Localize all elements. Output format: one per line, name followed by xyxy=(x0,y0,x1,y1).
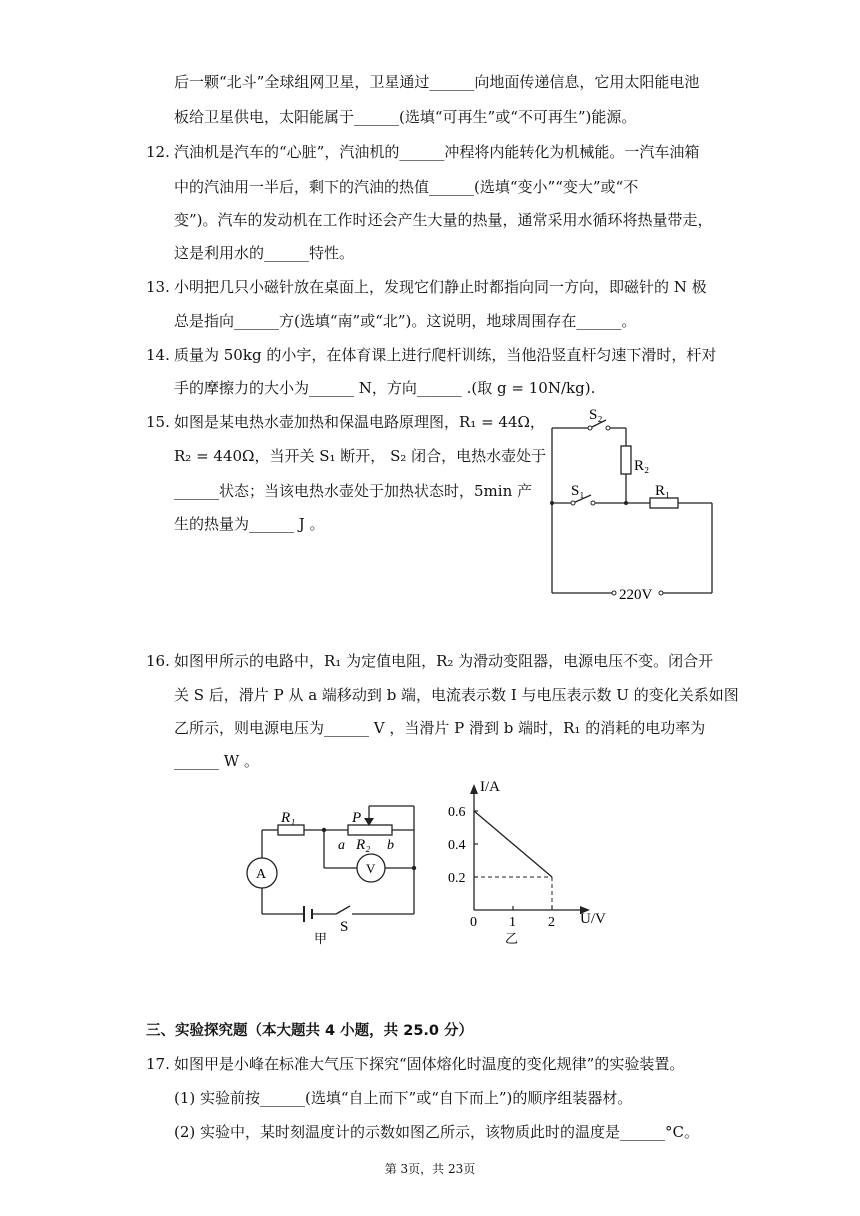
q15-line-3: ______状态；当该电热水壶处于加热状态时，5min 产 xyxy=(174,482,532,500)
q15-line-1: 如图是某电热水壶加热和保温电路原理图，R₁ = 44Ω， xyxy=(174,413,545,431)
x-axis-label: U/V xyxy=(580,911,606,927)
q15-number: 15. xyxy=(146,413,170,431)
rheostat-circuit-diagram xyxy=(240,778,430,950)
a-label: a xyxy=(338,838,345,853)
voltage-label: 220V xyxy=(619,587,653,603)
graph-caption: 乙 xyxy=(505,931,519,946)
r1-label: R₁ xyxy=(281,810,296,826)
q16-line-1: 如图甲所示的电路中，R₁ 为定值电阻，R₂ 为滑动变阻器，电源电压不变。闭合开 xyxy=(174,652,714,670)
q14-number: 14. xyxy=(146,346,170,364)
kettle-circuit-diagram xyxy=(540,407,725,604)
q12-line-4: 这是利用水的______特性。 xyxy=(174,244,355,262)
s2-label: S₂ xyxy=(589,407,603,423)
q12-line-1: 汽油机是汽车的“心脏”，汽油机的______冲程将内能转化为机械能。一汽车油箱 xyxy=(174,143,700,161)
q15-line-2: R₂ = 440Ω，当开关 S₁ 断开， S₂ 闭合，电热水壶处于 xyxy=(174,447,547,465)
q14-line-1: 质量为 50kg 的小宇，在体育课上进行爬杆训练，当他沿竖直杆匀速下滑时，杆对 xyxy=(174,346,717,364)
q13-number: 13. xyxy=(146,278,170,296)
q17-line-1: 如图甲是小峰在标准大气压下探究“固体熔化时温度的变化规律”的实验装置。 xyxy=(174,1055,685,1073)
q16-line-3: 乙所示，则电源电压为______ V ，当滑片 P 滑到 b 端时，R₁ 的消耗的电功率为 xyxy=(174,719,706,737)
q13-line-2: 总是指向______方(选填“南”或“北”)。这说明，地球周围存在______。 xyxy=(174,312,637,330)
x-tick-label: 2 xyxy=(548,915,555,930)
r2-label: R₂ xyxy=(634,458,650,474)
page-footer: 第 3页，共 23页 xyxy=(384,1162,476,1176)
q16-line-4: ______ W 。 xyxy=(174,752,259,770)
q17-line-3: (2) 实验中，某时刻温度计的示数如图乙所示，该物质此时的温度是______°C。 xyxy=(174,1123,699,1141)
p-label: P xyxy=(352,810,362,826)
circuit-caption: 甲 xyxy=(314,931,328,946)
y-tick-label: 0.6 xyxy=(448,805,466,820)
y-tick-label: 0.4 xyxy=(448,838,466,853)
s1-label: S₁ xyxy=(571,483,585,499)
voltmeter-label: V xyxy=(366,861,376,876)
r2-label: R₂ xyxy=(356,837,371,853)
q12-line-2: 中的汽油用一半后，剩下的汽油的热值______(选填“变小”“变大”或“不 xyxy=(174,178,639,196)
current-voltage-line xyxy=(474,811,552,877)
b-label: b xyxy=(387,838,394,853)
q12-line-3: 变”)。汽车的发动机在工作时还会产生大量的热量，通常采用水循环将热量带走， xyxy=(174,211,713,229)
q17-line-2: (1) 实验前按______(选填“自上而下”或“自下而上”)的顺序组装器材。 xyxy=(174,1089,633,1107)
r1-label: R₁ xyxy=(655,483,671,499)
q16-line-2: 关 S 后，滑片 P 从 a 端移动到 b 端，电流表示数 I 与电压表示数 U 的变化关系如图 xyxy=(174,686,739,704)
q17-number: 17. xyxy=(146,1055,170,1073)
q16-number: 16. xyxy=(146,652,170,670)
q11-line-2: 板给卫星供电，太阳能属于______(选填“可再生”或“不可再生”)能源。 xyxy=(174,108,637,126)
q12-number: 12. xyxy=(146,143,170,161)
x-tick-label: 1 xyxy=(509,915,516,930)
section-title: 三、实验探究题（本大题共 4 小题，共 25.0 分） xyxy=(146,1023,474,1039)
ammeter-label: A xyxy=(256,867,267,882)
q14-line-2: 手的摩擦力的大小为______ N，方向______ .(取 g = 10N/kg). xyxy=(174,379,596,397)
y-axis-label: I/A xyxy=(480,779,500,795)
y-tick-label: 0.2 xyxy=(448,871,466,886)
q11-line-1: 后一颗“北斗”全球组网卫星，卫星通过______向地面传递信息，它用太阳能电池 xyxy=(174,73,700,91)
x-tick-label: 0 xyxy=(470,915,477,930)
q15-line-4: 生的热量为______ J 。 xyxy=(174,515,325,533)
switch-label: S xyxy=(340,919,349,935)
current-voltage-graph xyxy=(440,776,620,946)
q13-line-1: 小明把几只小磁针放在桌面上，发现它们静止时都指向同一方向，即磁针的 N 极 xyxy=(174,278,707,296)
